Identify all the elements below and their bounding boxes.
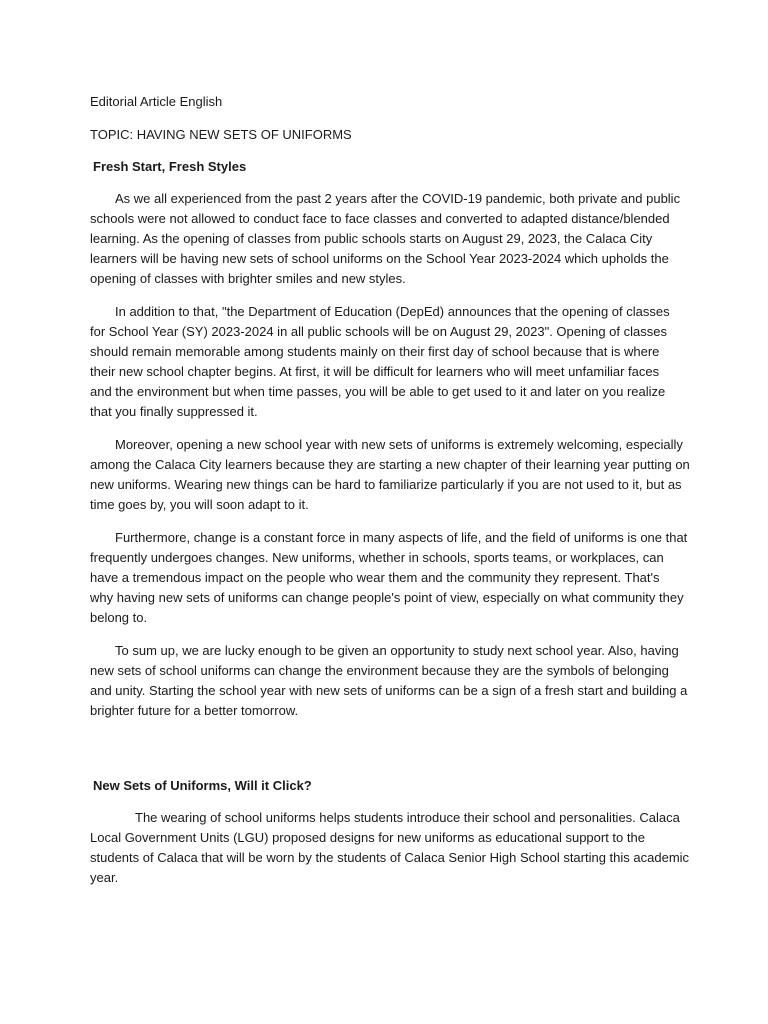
paragraph-line: have a tremendous impact on the people who wear them and the community they represent. That's — [90, 570, 660, 585]
paragraph-line: and the environment but when time passes, you will be able to get used to it and later on you realize — [90, 384, 666, 399]
paragraph-line: As we all experienced from the past 2 years after the COVID-19 pandemic, both private and public — [115, 191, 681, 206]
paragraph-line: brighter future for a better tomorrow. — [90, 703, 299, 718]
paragraph-line: time goes by, you will soon adapt to it. — [90, 497, 309, 512]
paragraph-line: learners will be having new sets of school uniforms on the School Year 2023-2024 which upholds the — [90, 251, 669, 266]
paragraph-line: Local Government Units (LGU) proposed designs for new uniforms as educational support to the — [90, 830, 645, 845]
paragraph-line: frequently undergoes changes. New uniforms, whether in schools, sports teams, or workplaces, can — [90, 550, 664, 565]
paragraph-line: The wearing of school uniforms helps students introduce their school and personalities. Calaca — [135, 810, 680, 825]
paragraph-line: should remain memorable among students mainly on their first day of school because that is where — [90, 344, 660, 359]
document-label: Editorial Article English — [90, 94, 223, 109]
paragraph-line: among the Calaca City learners because they are starting a new chapter of their learning year putting on — [90, 457, 690, 472]
document-topic: TOPIC: HAVING NEW SETS OF UNIFORMS — [90, 127, 352, 142]
paragraph — [90, 302, 680, 422]
article-body — [90, 189, 690, 721]
paragraph-line: learning. As the opening of classes from public schools starts on August 29, 2023, the Calaca City — [90, 231, 653, 246]
article-title: Fresh Start, Fresh Styles — [93, 159, 247, 174]
section-spacer — [90, 734, 680, 776]
paragraph — [90, 528, 688, 628]
paragraph-line: Furthermore, change is a constant force in many aspects of life, and the field of uniforms is one that — [115, 530, 688, 545]
document-page — [90, 92, 690, 901]
paragraph — [90, 435, 690, 515]
article-will-it-click — [90, 776, 690, 888]
paragraph — [90, 189, 680, 289]
article-title: New Sets of Uniforms, Will it Click? — [93, 778, 312, 793]
paragraph-line: new uniforms. Wearing new things can be hard to familiarize particularly if you are not used to it, but as — [90, 477, 682, 492]
paragraph-line: To sum up, we are lucky enough to be given an opportunity to study next school year. Also, having — [115, 643, 679, 658]
paragraph-line: why having new sets of uniforms can change people's point of view, especially on what community they — [90, 590, 684, 605]
paragraph-line: students of Calaca that will be worn by the students of Calaca Senior High School starting this academic — [90, 850, 690, 865]
paragraph-line: Moreover, opening a new school year with new sets of uniforms is extremely welcoming, especially — [115, 437, 683, 452]
paragraph-line: schools were not allowed to conduct face to face classes and converted to adapted distance/blended — [90, 211, 670, 226]
paragraph-line: and unity. Starting the school year with new sets of uniforms can be a sign of a fresh start and building a — [90, 683, 688, 698]
paragraph-line: that you finally suppressed it. — [90, 404, 258, 419]
paragraph-line: belong to. — [90, 610, 148, 625]
paragraph-line: for School Year (SY) 2023-2024 in all public schools will be on August 29, 2023". Opening of classes — [90, 324, 667, 339]
paragraph-line: year. — [90, 870, 119, 885]
paragraph-line: In addition to that, "the Department of Education (DepEd) announces that the opening of classes — [115, 304, 670, 319]
paragraph-line: new sets of school uniforms can change the environment because they are the symbols of belonging — [90, 663, 669, 678]
article-body — [90, 808, 690, 888]
paragraph-line: opening of classes with brighter smiles and new styles. — [90, 271, 406, 286]
article-fresh-start — [90, 157, 690, 721]
paragraph-line: their new school chapter begins. At first, it will be difficult for learners who will meet unfamiliar faces — [90, 364, 660, 379]
paragraph — [90, 641, 688, 721]
paragraph — [90, 808, 690, 888]
